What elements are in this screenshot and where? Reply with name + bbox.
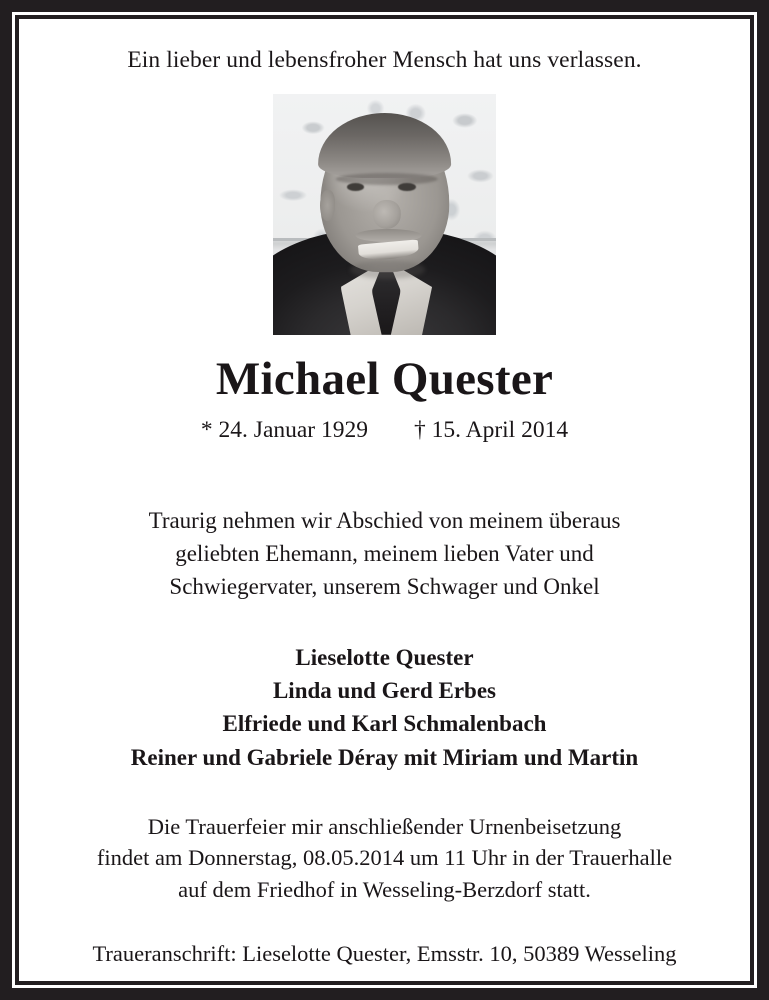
survivor-line: Reiner und Gabriele Déray mit Miriam und Martin: [130, 744, 639, 770]
nose: [372, 200, 401, 229]
service-line: auf dem Friedhof in Wesseling-Berzdorf statt.: [178, 876, 591, 902]
intro-text: Ein lieber und lebensfroher Mensch hat uns verlassen.: [127, 47, 642, 73]
life-dates: [45, 418, 724, 444]
condolence-address: Traueranschrift: Lieselotte Quester, Emsstr. 10, 50389 Wesseling: [92, 941, 677, 967]
frame-white-gap: [12, 12, 757, 988]
death-date: † 15. April 2014: [414, 417, 569, 444]
mourning-message: [45, 504, 724, 603]
portrait-photo: [273, 94, 496, 335]
service-line: Die Trauerfeier mir anschließender Urnenbeisetzung: [147, 813, 622, 839]
message-line: Traurig nehmen wir Abschied von meinem überaus: [148, 507, 621, 533]
message-line: Schwiegervater, unserem Schwager und Onkel: [169, 574, 600, 600]
message-line: geliebten Ehemann, meinem lieben Vater und: [175, 541, 594, 567]
survivor-line: Lieselotte Quester: [295, 645, 474, 671]
portrait-photo-wrapper: [273, 94, 496, 335]
survivor-line: Linda und Gerd Erbes: [272, 678, 497, 704]
right-eye: [398, 183, 416, 191]
birth-date: * 24. Januar 1929: [200, 417, 369, 444]
notice-content: [19, 19, 750, 981]
survivors-list: [45, 641, 724, 773]
survivor-line: Elfriede und Karl Schmalenbach: [222, 711, 547, 737]
funeral-service-details: [45, 811, 724, 906]
service-line: findet am Donnerstag, 08.05.2014 um 11 Uhr in der Trauerhalle: [96, 845, 673, 871]
frame-inner-border: [15, 15, 754, 985]
deceased-name: Michael Quester: [215, 352, 554, 405]
